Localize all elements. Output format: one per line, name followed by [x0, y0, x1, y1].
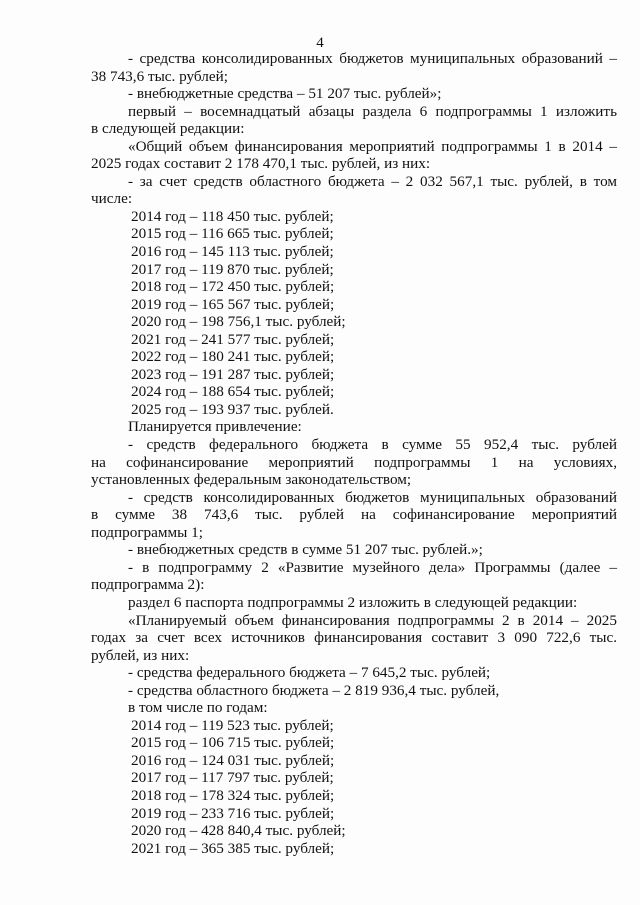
text-line: подпрограмма 2): — [91, 576, 205, 594]
text-line: первый – восемнадцатый абзацы раздела 6 подпрограммы 1 изложить — [128, 102, 617, 120]
text-line: «Планируемый объем финансирования подпрограммы 2 в 2014 – 2025 — [128, 611, 617, 629]
text-line: - внебюджетных средств в сумме 51 207 тыс. рублей.»; — [128, 541, 483, 559]
text-line: в том числе по годам: — [128, 699, 268, 717]
year-line: 2020 год – 198 756,1 тыс. рублей; — [131, 313, 346, 331]
text-line: на софинансирование мероприятий подпрограммы 1 на условиях, — [91, 453, 617, 471]
year-line: 2016 год – 145 113 тыс. рублей; — [131, 243, 334, 261]
year-line: 2019 год – 233 716 тыс. рублей; — [131, 804, 335, 822]
text-line: установленных федеральным законодательством; — [91, 471, 412, 489]
text-line: - в подпрограмму 2 «Развитие музейного дела» Программы (далее – — [128, 558, 617, 576]
text-line: в следующей редакции: — [91, 120, 245, 138]
text-line: - средства областного бюджета – 2 819 936,4 тыс. рублей, — [128, 681, 500, 699]
year-line: 2017 год – 117 797 тыс. рублей; — [131, 769, 334, 787]
year-line: 2018 год – 178 324 тыс. рублей; — [131, 786, 335, 804]
text-line: - средств федерального бюджета в сумме 55 952,4 тыс. рублей — [128, 436, 617, 454]
year-line: 2021 год – 365 385 тыс. рублей; — [131, 839, 335, 857]
text-line: - за счет средств областного бюджета – 2 032 567,1 тыс. рублей, в том — [128, 172, 617, 190]
year-line: 2025 год – 193 937 тыс. рублей. — [131, 400, 334, 418]
year-line: 2020 год – 428 840,4 тыс. рублей; — [131, 822, 346, 840]
year-line: 2023 год – 191 287 тыс. рублей; — [131, 365, 335, 383]
year-line: 2016 год – 124 031 тыс. рублей; — [131, 751, 335, 769]
text-line: - средства федерального бюджета – 7 645,2 тыс. рублей; — [128, 664, 491, 682]
document-body — [91, 50, 617, 857]
year-line: 2015 год – 116 665 тыс. рублей; — [131, 225, 334, 243]
text-line: Планируется привлечение: — [128, 418, 302, 436]
text-line: числе: — [91, 190, 133, 208]
text-line: подпрограммы 1; — [91, 523, 203, 541]
text-line: годах за счет всех источников финансирования составит 3 090 722,6 тыс. — [91, 629, 617, 647]
year-line: 2014 год – 118 450 тыс. рублей; — [131, 207, 334, 225]
text-line: в сумме 38 743,6 тыс. рублей на софинансирование мероприятий — [91, 506, 617, 524]
text-line: - средств консолидированных бюджетов муниципальных образований — [128, 488, 617, 506]
year-line: 2022 год – 180 241 тыс. рублей; — [131, 348, 335, 366]
text-line: - внебюджетные средства – 51 207 тыс. рублей»; — [128, 85, 442, 103]
text-line: «Общий объем финансирования мероприятий подпрограммы 1 в 2014 – — [128, 137, 617, 155]
year-line: 2019 год – 165 567 тыс. рублей; — [131, 295, 335, 313]
text-line: рублей, из них: — [91, 646, 190, 664]
text-line: 2025 годах составит 2 178 470,1 тыс. рублей, из них: — [91, 155, 431, 173]
year-line: 2021 год – 241 577 тыс. рублей; — [131, 330, 335, 348]
year-line: 2015 год – 106 715 тыс. рублей; — [131, 734, 335, 752]
year-line: 2024 год – 188 654 тыс. рублей; — [131, 383, 335, 401]
year-line: 2014 год – 119 523 тыс. рублей; — [131, 716, 334, 734]
year-line: 2017 год – 119 870 тыс. рублей; — [131, 260, 334, 278]
text-line: - средства консолидированных бюджетов муниципальных образований – — [128, 50, 617, 67]
page-number: 4 — [316, 35, 324, 51]
text-line: раздел 6 паспорта подпрограммы 2 изложить в следующей редакции: — [128, 593, 578, 611]
text-line: 38 743,6 тыс. рублей; — [91, 67, 228, 85]
year-line: 2018 год – 172 450 тыс. рублей; — [131, 278, 335, 296]
